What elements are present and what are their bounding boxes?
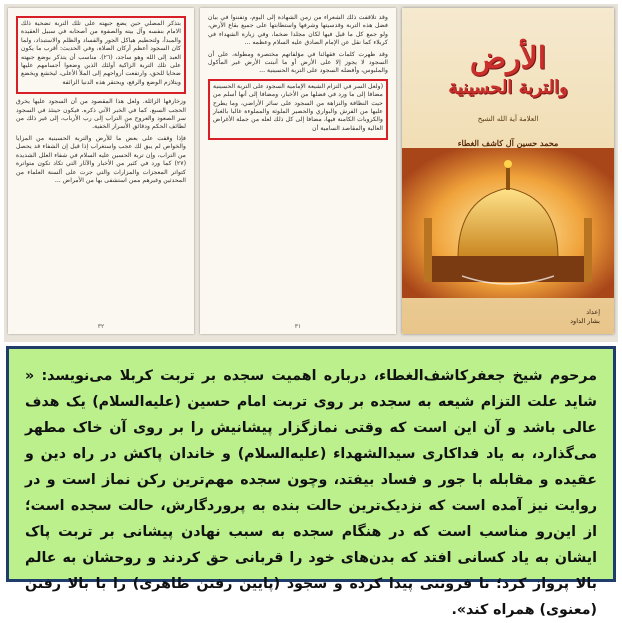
middle-page-highlight-box (208, 79, 388, 140)
book-scan-image (4, 4, 618, 342)
left-page-highlight-text: بتذكر المصلي حين يضع جبهته على تلك التربة تضحية ذلك الامام بنفسه وآل بيته والصفوة من أصحابه في سبيل العقيدة والمبدأ، ولتحطيم هياكل الجور والفساد والظلم والاستبداد، ولما كان السجود أعظم أركان الصلاة، وفي الحديث: أقرب ما يكون العبد إلى الله وهو ساجد، (٢٦). مناسب أن يتذكر بوضع جبهته على تلك التربة الزاكية أولئك الذين وضعوا أجسامهم عليها ضحايا للحق، وارتفعت أرواحهم إلى الملأ الأعلى، ليخشع ويخضع ويتلازم الوضع والرفع، ويحتقر هذه الدنيا الزائفة (21, 20, 181, 86)
left-page-paragraph: وزخارفها الزائلة. ولعل هذا المقصود من أن السجود عليها يخرق الحجب السبع. كما في الخبر الآتي ذكره. فيكون حينئذ في السجود سر الصعود والعروج من التراب إلى رب الأرباب، إلى غير ذلك من لطائف الحكم ودقائق الأسرار الخفية. (16, 98, 186, 131)
middle-book-page (200, 8, 396, 334)
left-page-paragraph: فإذا وقفت على بعض ما للأرض والتربة الحسينية من المزايا والخواص لم يبق لك عجب واستغراب إذا قيل إن الشفاء قد يحصل من التراب، وإن تربة الحسين عليه السلام في شفاء العلل الشديدة (٢٧) كما ورد في كثير من الأخبار والآثار التي تكاد تكون متواترة كتواتر المعجزات والمزارات والتي جرت على ألسنة العلماء من المحدثين وغيرهم ممن استشفى بها من الأمراض ... (16, 134, 186, 184)
cover-title-line: والتربة الحسينية (448, 77, 568, 98)
book-cover (402, 8, 614, 334)
cover-title-line: الأرض (469, 41, 547, 76)
cover-author: محمد حسين آل كاشف الغطاء (457, 138, 559, 148)
cover-footer-name: بشار الداود (570, 317, 600, 325)
caption-text: مرحوم شیخ جعفرکاشف‌الغطاء، درباره اهمیت سجده بر تربت کربلا می‌نویسد: « شاید علت التزام شیعه به سجده بر روی تربت امام حسین (علیه‌السلام) یک هدف عالی باشد و آن این است که وقتی نمازگزار پیشانیش را بر روی آن خاک مطهر می‌گذارد، به یاد فداکاری سیدالشهداء (علیه‌السلام) و خاندان پاکش در راه دین و عقیده و مقابله با جور و فساد بیفتد، وچون سجده مهم‌ترین رکن نماز است و در روایت نیز آمده است که نزدیک‌ترین حالت بنده به پروردگارش، حالت سجده است؛ از این‌رو مناسب است که در هنگام سجده به سبب نهادن پیشانی بر تربت پاک ایشان به یاد کسانی افتد که بدن‌های خود را قربانی حق کردند و روحشان به عالم بالا پرواز کرد؛ تا فروتنی پیدا کرده و سجود (پایین رفتن ظاهری) را با بالا رفتن (معنوی) همراه کند». (25, 368, 597, 618)
left-book-page (8, 8, 194, 334)
persian-caption-box (6, 346, 616, 618)
cover-subtitle: العلامة آية الله الشيخ (477, 115, 539, 123)
cover-footer-label: إعداد (586, 308, 600, 316)
left-page-number: ٣٢ (97, 322, 105, 330)
middle-page-paragraph: وقد ظهرت كلمات فقهائنا في مؤلفاتهم مختصرة ومطولة، على أن السجود لا يجوز إلا على الأرض أو ما أنبتت الأرض غير المأكول والملبوس، وأفضله السجود على التربة الحسينية ... (208, 50, 388, 75)
shrine-dome-illustration (402, 148, 614, 298)
middle-page-number: ٣١ (294, 322, 302, 330)
left-page-highlight-box (16, 16, 186, 94)
cover-title (402, 42, 614, 100)
middle-page-highlight-text: (ولعل السر في التزام الشيعة الإمامية السجود على التربة الحسينية مضافا إلى ما ورد في فضلها من الأخبار، ومضافا إلى أنها أسلم من حيث النظافة والنزاهة من السجود على سائر الأراضي، وما يطرح عليها من الفرش والبواري والحصير الملوثة والمملوءة غالبا بالغبار والكروبات الكامنة فيها، مضافا إلى كل ذلك لعله من جملة الأغراض العالية والمقاصد السامية أن (213, 82, 383, 132)
middle-page-paragraph: وقد تلاقفت ذلك الشعراء من زمن الشهادة إلى اليوم، وتفننوا في بيان فضل هذه التربة وقدسيتها وشرفها واستطابتها على جميع بقاع الأرض، ولو جمع كل ما قيل فيها لكان مجلدا ضخما، وفي زيارة الشهداء في كربلاء كما نقل عن الإمام الصادق عليه السلام وعظمه ... (208, 14, 388, 47)
cover-footer (416, 308, 600, 326)
